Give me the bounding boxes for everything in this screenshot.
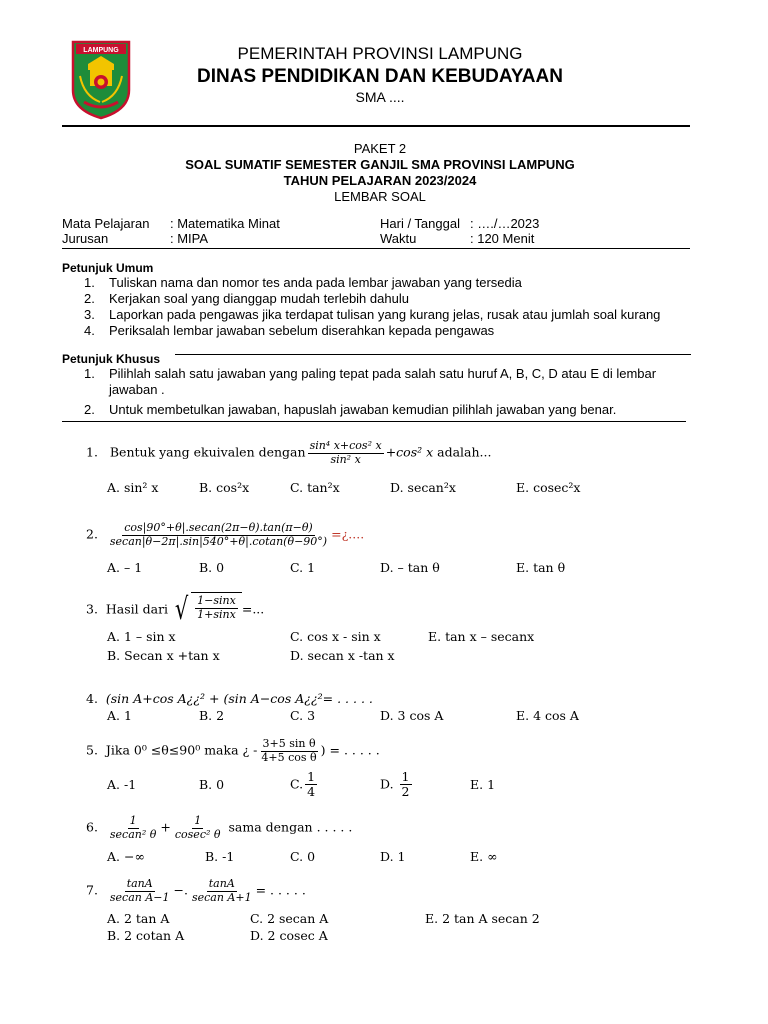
option-e: E. tan x – secanx: [428, 629, 535, 644]
date-value: : …./…2023: [470, 216, 540, 231]
denominator: 4: [307, 784, 316, 800]
question-text: sama dengan . . . . .: [224, 819, 353, 835]
denominator: cosec² θ: [174, 827, 221, 841]
option-letter: C.: [290, 776, 304, 792]
question-number: 2.: [86, 526, 98, 542]
option-d: D. 1: [380, 849, 406, 864]
question-text: Jika 0⁰ ≤θ≤90⁰ maka ¿ -: [105, 742, 258, 758]
school-year: TAHUN PELAJARAN 2023/2024: [283, 173, 477, 188]
expression: +cos² x: [385, 444, 434, 460]
numerator: 1: [194, 814, 202, 827]
date-label: Hari / Tanggal: [380, 216, 460, 231]
numerator: 1: [307, 769, 316, 784]
option-d: D. 2 cosec A: [250, 928, 328, 943]
expression: ) = . . . . .: [320, 742, 380, 758]
fraction: [190, 878, 254, 904]
item-text: Kerjakan soal yang dianggap mudah terlebih dahulu: [109, 291, 409, 306]
special-divider-bottom: [62, 421, 686, 422]
list-item: [84, 366, 698, 398]
item-number: 4.: [84, 323, 95, 338]
option-c: C. 1: [290, 560, 316, 575]
option-b: B. cos²x: [199, 480, 250, 495]
item-text: Periksalah lembar jawaban sebelum diserahkan kepada pengawas: [109, 323, 495, 338]
item-number: 2.: [84, 402, 95, 417]
general-instructions-list: [84, 275, 698, 339]
question-number: 7.: [86, 882, 98, 898]
subject-value: : Matematika Minat: [170, 216, 280, 231]
question-3: [86, 592, 264, 628]
lampung-province-logo: [70, 40, 132, 120]
numerator: cos⁡|90°+θ|.secan(2π−θ).tan(π−θ): [124, 521, 313, 534]
denominator: 2: [401, 784, 410, 800]
denominator: sin² x: [330, 452, 361, 466]
item-text: Untuk membetulkan jawaban, hapuslah jawaban kemudian pilihlah jawaban yang benar.: [109, 402, 617, 417]
numerator: 3+5 sin θ: [262, 737, 316, 750]
fraction: [108, 878, 172, 904]
subject-label: Mata Pelajaran: [62, 216, 150, 231]
question-number: 5.: [86, 742, 98, 758]
option-d: [380, 770, 414, 800]
option-e: E. 4 cos A: [516, 708, 579, 723]
sheet-label: LEMBAR SOAL: [334, 189, 426, 204]
numerator: 1: [401, 769, 410, 784]
option-a: A. 1: [107, 708, 132, 723]
option-c: C. 3: [290, 708, 316, 723]
operator: +: [160, 819, 171, 835]
item-number: 1.: [84, 275, 95, 290]
denominator: 1+sinx: [197, 607, 236, 621]
expression: = . . . . .: [255, 882, 306, 898]
question-2: [86, 522, 364, 548]
list-item: [84, 275, 698, 291]
option-c: C. cos x - sin x: [290, 629, 381, 644]
option-c: [290, 770, 319, 800]
item-number: 3.: [84, 307, 95, 322]
option-a: A. 1 – sin x: [107, 629, 176, 644]
option-a: A. −∞: [107, 849, 145, 864]
option-d: D. secan²x: [390, 480, 456, 495]
question-5: [86, 738, 380, 764]
square-root: [172, 592, 242, 628]
special-instructions-list: [84, 366, 698, 418]
list-item: [84, 291, 698, 307]
government-heading: PEMERINTAH PROVINSI LAMPUNG: [237, 44, 523, 63]
expression: (sin A+cos A¿¿² + (sin A−cos A¿¿²= . . . . .: [105, 691, 373, 706]
option-d: D. 3 cos A: [380, 708, 444, 723]
question-number: 1.: [86, 444, 98, 460]
numerator: tanA: [208, 877, 235, 890]
school-heading: SMA ....: [355, 89, 405, 105]
option-e: E. 2 tan A secan 2: [425, 911, 540, 926]
operator: −.: [173, 882, 188, 898]
fraction: [259, 738, 318, 764]
question-6: [86, 815, 352, 841]
item-text: Tuliskan nama dan nomor tes anda pada lembar jawaban yang tersedia: [109, 275, 522, 290]
option-a: A. 2 tan A: [107, 911, 170, 926]
question-7: [86, 878, 306, 904]
exam-title: SOAL SUMATIF SEMESTER GANJIL SMA PROVINSI LAMPUNG: [185, 157, 575, 172]
numerator: sin⁴ x+cos² x: [309, 439, 382, 452]
option-b: B. 2 cotan A: [107, 928, 185, 943]
fraction: [400, 770, 412, 800]
major-label: Jurusan: [62, 231, 109, 246]
fraction: [108, 522, 329, 548]
option-e: E. cosec²x: [516, 480, 581, 495]
numerator: 1: [129, 814, 137, 827]
question-1: [86, 440, 491, 466]
time-label: Waktu: [380, 231, 417, 246]
denominator: secan|θ−2π|.sin|540°+θ|.cotan(θ−90°): [109, 534, 328, 548]
numerator: 1−sinx: [197, 594, 236, 607]
fraction: [195, 595, 238, 621]
option-a: A. – 1: [107, 560, 143, 575]
item-text: Laporkan pada pengawas jika terdapat tulisan yang kurang jelas, rusak atau jumlah soal kurang: [109, 307, 661, 322]
option-e: E. 1: [470, 777, 496, 792]
question-text: adalah...: [433, 444, 492, 460]
fraction: [305, 770, 317, 800]
option-a: A. sin² x: [107, 480, 159, 495]
fraction: [173, 815, 223, 841]
option-e: E. tan θ: [516, 560, 566, 575]
expression: =¿....: [331, 526, 365, 542]
option-e: E. ∞: [470, 849, 498, 864]
department-heading: DINAS PENDIDIKAN DAN KEBUDAYAAN: [197, 66, 563, 87]
option-b: B. 0: [199, 560, 225, 575]
option-c: C. 2 secan A: [250, 911, 329, 926]
item-number: 1.: [84, 366, 95, 381]
option-b: B. 0: [199, 777, 225, 792]
fraction: [108, 815, 159, 841]
option-c: C. 0: [290, 849, 316, 864]
special-divider-top: [175, 354, 691, 355]
numerator: tanA: [126, 877, 153, 890]
special-instructions-title: Petunjuk Khusus: [62, 352, 161, 366]
question-number: 6.: [86, 819, 98, 835]
denominator: secan A+1: [191, 890, 252, 904]
major-value: : MIPA: [170, 231, 209, 246]
denominator: 4+5 cos θ: [261, 750, 317, 764]
option-a: A. -1: [107, 777, 137, 792]
general-instructions-title: Petunjuk Umum: [62, 261, 154, 275]
header-divider: [62, 125, 690, 127]
question-number: 3.: [86, 601, 98, 617]
radical-sign: √: [174, 592, 189, 627]
question-text: Bentuk yang ekuivalen dengan: [109, 444, 306, 460]
question-number: 4.: [86, 691, 98, 706]
option-c: C. tan²x: [290, 480, 340, 495]
fraction: [308, 440, 384, 466]
list-item: [84, 402, 698, 418]
list-item: [84, 307, 698, 323]
item-text: Pilihlah salah satu jawaban yang paling tepat pada salah satu huruf A, B, C, D atau E di lembar jawaban .: [109, 366, 657, 397]
denominator: secan² θ: [109, 827, 157, 841]
option-letter: D.: [380, 776, 394, 792]
paket-label: PAKET 2: [353, 141, 407, 156]
option-b: B. -1: [205, 849, 235, 864]
logo-text: LAMPUNG: [83, 47, 119, 54]
option-b: B. 2: [199, 708, 225, 723]
info-divider: [62, 248, 690, 249]
question-4: [86, 691, 373, 706]
option-b: B. Secan x +tan x: [107, 648, 220, 663]
option-d: D. secan x -tan x: [290, 648, 395, 663]
expression: =...: [241, 601, 265, 617]
option-d: D. – tan θ: [380, 560, 440, 575]
denominator: secan A−1: [109, 890, 170, 904]
question-text: Hasil dari: [105, 601, 169, 617]
list-item: [84, 323, 698, 339]
item-number: 2.: [84, 291, 95, 306]
time-value: : 120 Menit: [470, 231, 535, 246]
